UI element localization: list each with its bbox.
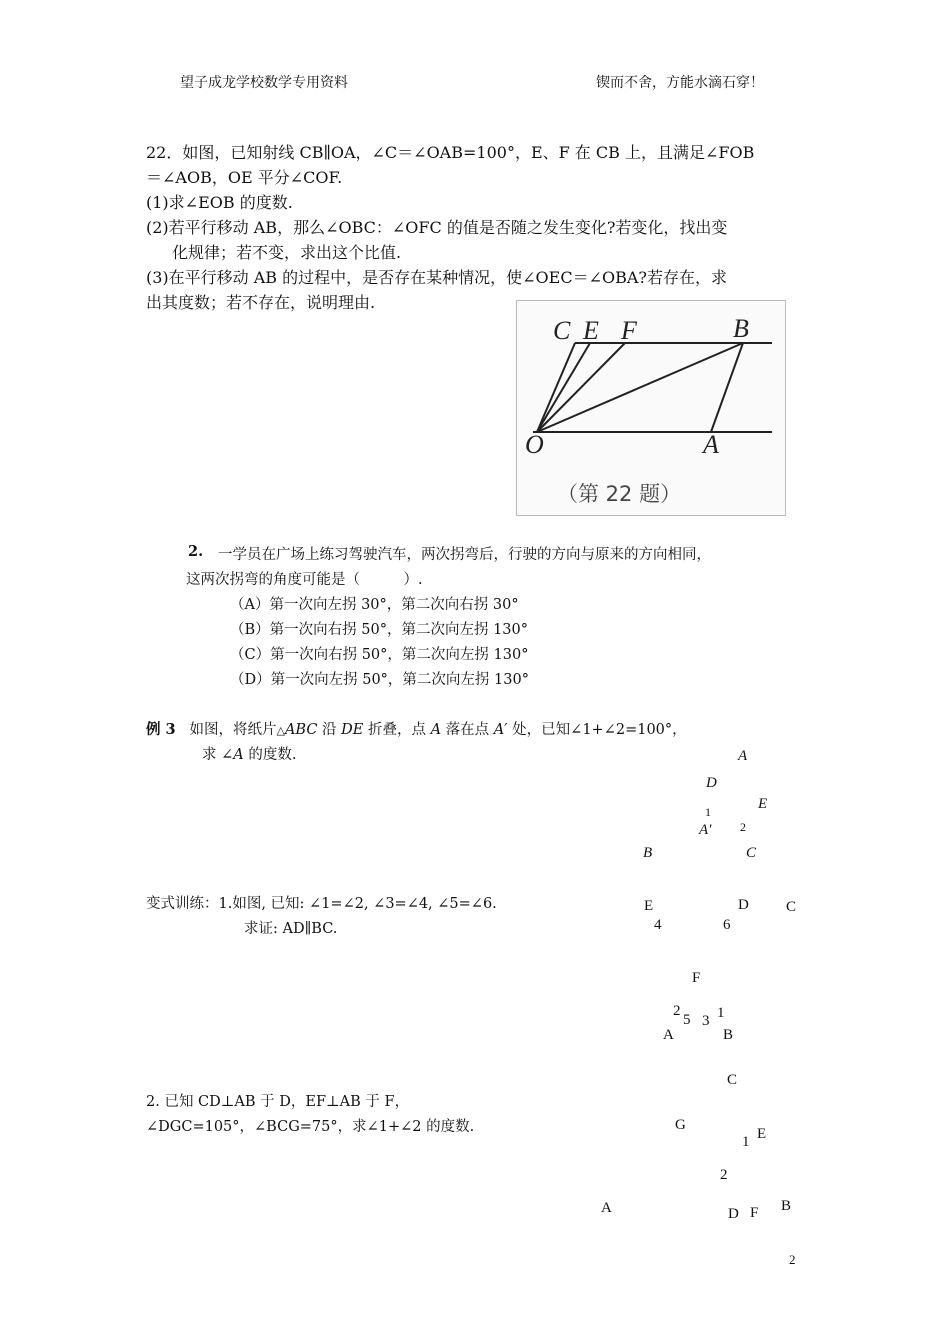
ex3-label-aprime: A′: [699, 822, 712, 838]
example3-text5: 处，已知∠1+∠2=100°，: [512, 722, 687, 738]
problem22-line2: ＝∠AOB，OE 平分∠COF.: [146, 168, 343, 187]
v2-label-e: E: [757, 1126, 767, 1142]
example3-text1: 如图，将纸片: [189, 722, 277, 738]
example3-text3: 折叠，点: [367, 722, 426, 738]
page-number: 2: [789, 1252, 796, 1267]
ex3-label-1: 1: [705, 805, 711, 819]
example3-line2: [202, 743, 296, 764]
header-right: 锲而不舍，方能水滴石穿！: [596, 75, 764, 91]
label-e: E: [583, 316, 599, 345]
v2-label-1: 1: [742, 1134, 750, 1150]
v1-label-b: B: [723, 1027, 734, 1043]
example3-a: A: [430, 722, 442, 738]
v1-label-d: D: [738, 897, 749, 913]
figure-22-diagram: [517, 301, 785, 515]
example3-text2: 沿: [322, 722, 337, 738]
figure-22-caption: （第 22 题）: [557, 482, 682, 506]
segment-ob: [537, 343, 743, 432]
problem22-q3b: 出其度数；若不存在，说明理由.: [146, 293, 376, 312]
problem2-option-c: （C）第一次向右拐 50°，第二次向左拐 130°: [230, 647, 529, 663]
problem22-q3a: (3)在平行移动 AB 的过程中，是否存在某种情况，使∠OEC＝∠OBA?若存在，求: [146, 268, 728, 287]
v1-label-2: 2: [673, 1003, 681, 1019]
example3-line1: 例 3 如图，将纸片△ABC 沿 DE 折叠，点 A 落在点 A′ 处，已知∠1+∠2=100°，: [146, 721, 687, 738]
example3-aprime: A′: [493, 722, 508, 738]
v1-label-3: 3: [702, 1013, 710, 1029]
ex3-label-2: 2: [740, 820, 746, 834]
variant1-line2: 求证: AD∥BC.: [244, 921, 338, 937]
v2-label-f: F: [750, 1205, 759, 1221]
v1-label-e: E: [644, 898, 654, 914]
v2-label-a: A: [601, 1200, 612, 1216]
example3-text4: 落在点: [445, 722, 490, 738]
variant2-line2: ∠DGC=105°，∠BCG=75°，求∠1+∠2 的度数.: [146, 1119, 475, 1135]
variant1-line1: 变式训练：1.如图, 已知: ∠1=∠2, ∠3=∠4, ∠5=∠6.: [146, 896, 497, 912]
v1-label-4: 4: [654, 917, 662, 933]
label-f: F: [621, 316, 637, 345]
segment-ab: [711, 343, 743, 432]
label-c: C: [553, 316, 571, 345]
ex3-label-c: C: [746, 845, 757, 861]
v1-label-f: F: [692, 970, 701, 986]
example3-tag: 例 3: [146, 721, 176, 738]
v1-label-5: 5: [683, 1012, 691, 1028]
example3-line2c: 的度数.: [248, 747, 297, 763]
v1-label-1: 1: [717, 1005, 725, 1021]
ex3-label-d: D: [706, 775, 717, 791]
label-b: B: [733, 314, 749, 343]
problem2-option-d: （D）第一次向左拐 50°，第二次向左拐 130°: [230, 672, 529, 688]
label-a: A: [703, 430, 719, 459]
v2-label-c: C: [727, 1072, 738, 1088]
figure-22: [516, 300, 786, 516]
ex3-label-e: E: [758, 796, 768, 812]
problem2-line2: 这两次拐弯的角度可能是（ ）.: [186, 572, 423, 588]
v1-label-c: C: [786, 899, 797, 915]
problem22-q2a: (2)若平行移动 AB，那么∠OBC：∠OFC 的值是否随之发生变化?若变化，找出变: [146, 218, 728, 237]
example3-line2a: 求 ∠: [202, 747, 234, 763]
v2-label-d: D: [728, 1206, 739, 1222]
v2-label-b: B: [781, 1198, 792, 1214]
header-left: 望子成龙学校数学专用资料: [180, 75, 348, 91]
example3-de: DE: [341, 722, 364, 738]
v2-label-g: G: [675, 1117, 686, 1133]
problem2-number: 2.: [188, 543, 204, 560]
problem22-q1: (1)求∠EOB 的度数.: [146, 193, 293, 212]
problem22-q2b: 化规律；若不变，求出这个比值.: [172, 243, 402, 262]
label-o: O: [525, 430, 544, 459]
variant2-line1: 2. 已知 CD⊥AB 于 D，EF⊥AB 于 F，: [146, 1094, 410, 1110]
ex3-label-b: B: [643, 845, 653, 861]
problem22-line1: 22．如图，已知射线 CB∥OA，∠C＝∠OAB=100°，E、F 在 CB 上，且满足∠FOB: [146, 143, 755, 162]
v2-label-2: 2: [720, 1167, 728, 1183]
ex3-label-a: A: [738, 748, 748, 764]
example3-line2b: A: [233, 747, 244, 763]
problem2-line1: 一学员在广场上练习驾驶汽车，两次拐弯后，行驶的方向与原来的方向相同，: [218, 547, 711, 563]
problem2-option-b: （B）第一次向右拐 50°，第二次向左拐 130°: [230, 622, 528, 638]
v1-label-a: A: [663, 1027, 674, 1043]
problem2-option-a: （A）第一次向左拐 30°，第二次向右拐 30°: [230, 597, 519, 613]
example3-triangle: ABC: [284, 722, 318, 738]
v1-label-6: 6: [723, 917, 731, 933]
